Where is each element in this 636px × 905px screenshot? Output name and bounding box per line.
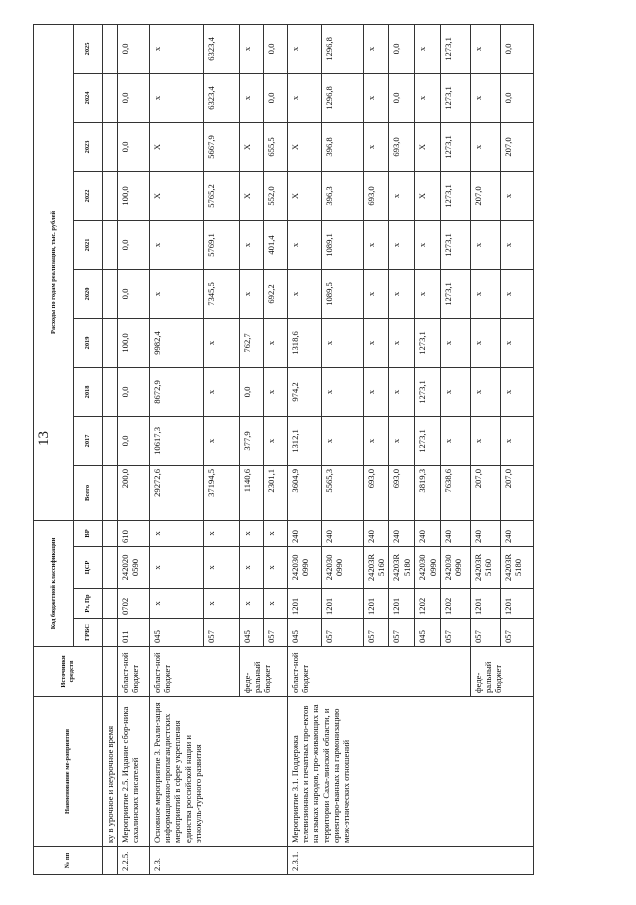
cell-rzpr: x	[204, 589, 240, 619]
cell-csr: x	[150, 547, 204, 589]
cell-total: 5565,3	[322, 465, 364, 520]
cell-year: 1089,1	[322, 220, 364, 269]
cell-vr: x	[264, 520, 288, 546]
cell-rzpr: 0702	[118, 589, 150, 619]
band-text: ку в урочное и неурочное время	[103, 697, 118, 847]
cell-grbs: 045	[240, 619, 264, 647]
header-sources: Источники средств	[34, 647, 103, 697]
cell-year: 377,9	[240, 416, 264, 465]
cell-year: x	[264, 367, 288, 416]
cell-csr: 242030 0990	[415, 547, 440, 589]
header-year: 2018	[74, 367, 103, 416]
cell-rzpr: x	[264, 589, 288, 619]
cell-year: X	[415, 122, 440, 171]
cell-year: x	[364, 318, 389, 367]
cell-year: 9982,4	[150, 318, 204, 367]
cell-grbs: 057	[500, 619, 533, 647]
cell-year: x	[415, 220, 440, 269]
cell-year: 552,0	[264, 171, 288, 220]
cell-year: 1273,1	[415, 416, 440, 465]
cell-year: x	[389, 318, 415, 367]
cell-year: 401,4	[264, 220, 288, 269]
cell-rzpr: 1202	[415, 589, 440, 619]
header-grbs: ГРБС	[74, 619, 103, 647]
cell-year: x	[322, 318, 364, 367]
cell-year: 974,2	[288, 367, 322, 416]
cell-year: x	[364, 24, 389, 73]
cell-rzpr: 1201	[288, 589, 322, 619]
cell-year: 0,0	[389, 73, 415, 122]
cell-year: 10617,3	[150, 416, 204, 465]
cell-csr: x	[204, 547, 240, 589]
cell-year: 6323,4	[204, 24, 240, 73]
cell-year: x	[500, 171, 533, 220]
cell-grbs: 057	[440, 619, 470, 647]
cell-total: 693,0	[389, 465, 415, 520]
cell-year: x	[204, 367, 240, 416]
cell-year: x	[470, 122, 500, 171]
cell-year: 100,0	[118, 171, 150, 220]
row-source: област-ной бюджет	[288, 647, 471, 697]
header-row	[34, 24, 74, 874]
cell-csr: 242030 0990	[322, 547, 364, 589]
cell-grbs: 045	[415, 619, 440, 647]
cell-year: x	[470, 318, 500, 367]
header-name: Наименование ме-роприятия	[34, 697, 103, 847]
cell-year: X	[288, 171, 322, 220]
cell-year: 1296,8	[322, 24, 364, 73]
cell-year: x	[440, 367, 470, 416]
cell-year: x	[389, 269, 415, 318]
cell-year: X	[150, 171, 204, 220]
header-year: 2022	[74, 171, 103, 220]
cell-year: 693,0	[364, 171, 389, 220]
row-num: 2.3.1.	[288, 847, 534, 875]
header-year: 2020	[74, 269, 103, 318]
cell-total: 37194,5	[204, 465, 240, 520]
header-num: № пп	[34, 847, 103, 875]
header-csr: ЦСР	[74, 547, 103, 589]
cell-rzpr: 1201	[389, 589, 415, 619]
cell-total: 1140,6	[240, 465, 264, 520]
cell-year: 1089,5	[322, 269, 364, 318]
cell-year: 0,0	[118, 24, 150, 73]
cell-csr: 242030 0990	[440, 547, 470, 589]
cell-year: x	[415, 24, 440, 73]
cell-year: x	[500, 220, 533, 269]
header-year: 2024	[74, 73, 103, 122]
cell-csr: 24203R 5180	[389, 547, 415, 589]
cell-year: x	[150, 269, 204, 318]
row-name: Основное мероприятие 3. Реали-зация информационно-пропагандистских мероприятий в сфере укрепления единства российской нации и этнокуль-турного развития	[150, 697, 288, 847]
cell-total: 7638,6	[440, 465, 470, 520]
cell-total: 207,0	[470, 465, 500, 520]
row-source: феде-ральный бюджет	[470, 647, 533, 697]
budget-table	[33, 24, 534, 875]
cell-total: 3819,3	[415, 465, 440, 520]
cell-year: X	[150, 122, 204, 171]
cell-year: 693,0	[389, 122, 415, 171]
cell-year: 396,3	[322, 171, 364, 220]
table-row	[150, 24, 204, 874]
cell-year: 1273,1	[440, 122, 470, 171]
cell-total: 29272,6	[150, 465, 204, 520]
cell-year: x	[288, 220, 322, 269]
header-year: 2023	[74, 122, 103, 171]
cell-grbs: 057	[204, 619, 240, 647]
header-vr: ВР	[74, 520, 103, 546]
cell-csr: 242020 0590	[118, 547, 150, 589]
cell-year: 7345,5	[204, 269, 240, 318]
cell-year: x	[240, 269, 264, 318]
cell-year: 1273,1	[440, 24, 470, 73]
cell-grbs: 057	[470, 619, 500, 647]
cell-rzpr: x	[150, 589, 204, 619]
page-number: 13	[36, 431, 52, 446]
cell-grbs: 045	[288, 619, 322, 647]
cell-year: 0,0	[118, 367, 150, 416]
cell-year: 396,8	[322, 122, 364, 171]
cell-year: x	[500, 416, 533, 465]
cell-vr: 240	[470, 520, 500, 546]
cell-csr: 242030 0990	[288, 547, 322, 589]
header-code-group: Код бюджетной классификации	[34, 520, 74, 646]
cell-rzpr: 1201	[322, 589, 364, 619]
cell-year: x	[322, 416, 364, 465]
cell-year: x	[240, 24, 264, 73]
cell-year: x	[150, 73, 204, 122]
row-source: феде-ральный бюджет	[240, 647, 288, 697]
row-name: Мероприятие 2.5. Издание сбор-ника сахалинских писателей	[118, 697, 150, 847]
cell-total: 3604,9	[288, 465, 322, 520]
cell-vr: 240	[322, 520, 364, 546]
cell-year: 207,0	[470, 171, 500, 220]
cell-year: 1273,1	[415, 367, 440, 416]
cell-year: 0,0	[500, 73, 533, 122]
cell-year: 1273,1	[440, 269, 470, 318]
cell-year: x	[204, 318, 240, 367]
cell-rzpr: 1202	[440, 589, 470, 619]
cell-year: x	[389, 416, 415, 465]
header-year: 2019	[74, 318, 103, 367]
cell-year: 5667,9	[204, 122, 240, 171]
cell-csr: 24203R 5160	[364, 547, 389, 589]
cell-year: 1273,1	[440, 171, 470, 220]
cell-vr: 610	[118, 520, 150, 546]
cell-vr: 240	[389, 520, 415, 546]
cell-vr: 240	[440, 520, 470, 546]
header-total: Всего	[74, 465, 103, 520]
table-row	[288, 24, 322, 874]
cell-year: x	[364, 416, 389, 465]
cell-year: x	[470, 24, 500, 73]
cell-vr: 240	[415, 520, 440, 546]
cell-vr: x	[204, 520, 240, 546]
cell-grbs: 057	[264, 619, 288, 647]
cell-total: 693,0	[364, 465, 389, 520]
row-source: област-ной бюджет	[150, 647, 240, 697]
cell-year: x	[500, 367, 533, 416]
cell-year: 0,0	[118, 416, 150, 465]
cell-year: x	[240, 73, 264, 122]
cell-year: x	[415, 269, 440, 318]
cell-csr: 24203R 5160	[470, 547, 500, 589]
cell-year: 207,0	[500, 122, 533, 171]
cell-year: x	[440, 416, 470, 465]
cell-year: 0,0	[240, 367, 264, 416]
cell-year: 0,0	[264, 73, 288, 122]
cell-csr: x	[264, 547, 288, 589]
cell-year: x	[470, 73, 500, 122]
table-row	[118, 24, 150, 874]
cell-year: x	[240, 220, 264, 269]
cell-year: 8672,9	[150, 367, 204, 416]
cell-year: x	[440, 318, 470, 367]
cell-year: x	[500, 269, 533, 318]
cell-year: 655,5	[264, 122, 288, 171]
header-year: 2025	[74, 24, 103, 73]
cell-year: x	[288, 269, 322, 318]
cell-year: x	[364, 367, 389, 416]
cell-year: 0,0	[389, 24, 415, 73]
cell-year: x	[288, 73, 322, 122]
cell-year: 5769,1	[204, 220, 240, 269]
row-num: 2.3.	[150, 847, 288, 875]
cell-year: x	[264, 416, 288, 465]
header-year: 2021	[74, 220, 103, 269]
row-name: Мероприятие 3.1. Поддержка телевизионных и печатных про-ектов на языках народов, про-живающих на территории Саха-линской области, и ориентиро-ванных на гармонизацию меж-этнических отношений	[288, 697, 534, 847]
cell-year: 762,7	[240, 318, 264, 367]
cell-year: 0,0	[118, 73, 150, 122]
cell-year: 1318,6	[288, 318, 322, 367]
cell-grbs: 057	[322, 619, 364, 647]
cell-rzpr: x	[240, 589, 264, 619]
cell-year: x	[389, 367, 415, 416]
cell-vr: x	[150, 520, 204, 546]
cell-grbs: 057	[389, 619, 415, 647]
cell-year: X	[240, 171, 264, 220]
cell-year: 0,0	[264, 24, 288, 73]
cell-year: 0,0	[118, 220, 150, 269]
cell-csr: x	[240, 547, 264, 589]
cell-year: x	[364, 73, 389, 122]
cell-total: 2301,1	[264, 465, 288, 520]
cell-year: 0,0	[118, 122, 150, 171]
cell-total: 200,0	[118, 465, 150, 520]
cell-year: 100,0	[118, 318, 150, 367]
cell-year: x	[204, 416, 240, 465]
cell-year: 1273,1	[440, 73, 470, 122]
cell-year: 5765,2	[204, 171, 240, 220]
cell-year: x	[389, 220, 415, 269]
cell-year: x	[470, 416, 500, 465]
header-rzpr: Рз, Пр	[74, 589, 103, 619]
cell-grbs: 045	[150, 619, 204, 647]
cell-year: X	[240, 122, 264, 171]
cell-year: x	[288, 24, 322, 73]
cell-year: 1273,1	[440, 220, 470, 269]
cell-year: x	[150, 24, 204, 73]
cell-year: 1312,1	[288, 416, 322, 465]
cell-year: x	[500, 318, 533, 367]
cell-year: x	[470, 367, 500, 416]
cell-year: x	[150, 220, 204, 269]
cell-year: x	[264, 318, 288, 367]
cell-grbs: 011	[118, 619, 150, 647]
cell-year: x	[364, 220, 389, 269]
cell-year: x	[470, 269, 500, 318]
cell-year: 0,0	[500, 24, 533, 73]
cell-year: x	[322, 367, 364, 416]
cell-rzpr: 1201	[500, 589, 533, 619]
cell-year: X	[415, 171, 440, 220]
header-year: 2017	[74, 416, 103, 465]
cell-rzpr: 1201	[470, 589, 500, 619]
cell-rzpr: 1201	[364, 589, 389, 619]
cell-year: x	[389, 171, 415, 220]
cell-year: x	[364, 122, 389, 171]
header-spend-group: Расходы по годам реализации, тыс. рублей	[34, 24, 74, 520]
cell-vr: x	[240, 520, 264, 546]
cell-vr: 240	[288, 520, 322, 546]
cell-vr: 240	[500, 520, 533, 546]
cell-year: x	[364, 269, 389, 318]
cell-csr: 24203R 5180	[500, 547, 533, 589]
cell-year: 1296,8	[322, 73, 364, 122]
cell-year: 1273,1	[415, 318, 440, 367]
table-row	[103, 24, 118, 874]
cell-year: 0,0	[118, 269, 150, 318]
row-source: област-ной бюджет	[118, 647, 150, 697]
cell-grbs: 057	[364, 619, 389, 647]
cell-vr: 240	[364, 520, 389, 546]
cell-year: x	[415, 73, 440, 122]
cell-year: X	[288, 122, 322, 171]
cell-year: 692,2	[264, 269, 288, 318]
row-num: 2.2.5.	[118, 847, 150, 875]
cell-year: 6323,4	[204, 73, 240, 122]
cell-year: x	[470, 220, 500, 269]
cell-total: 207,0	[500, 465, 533, 520]
